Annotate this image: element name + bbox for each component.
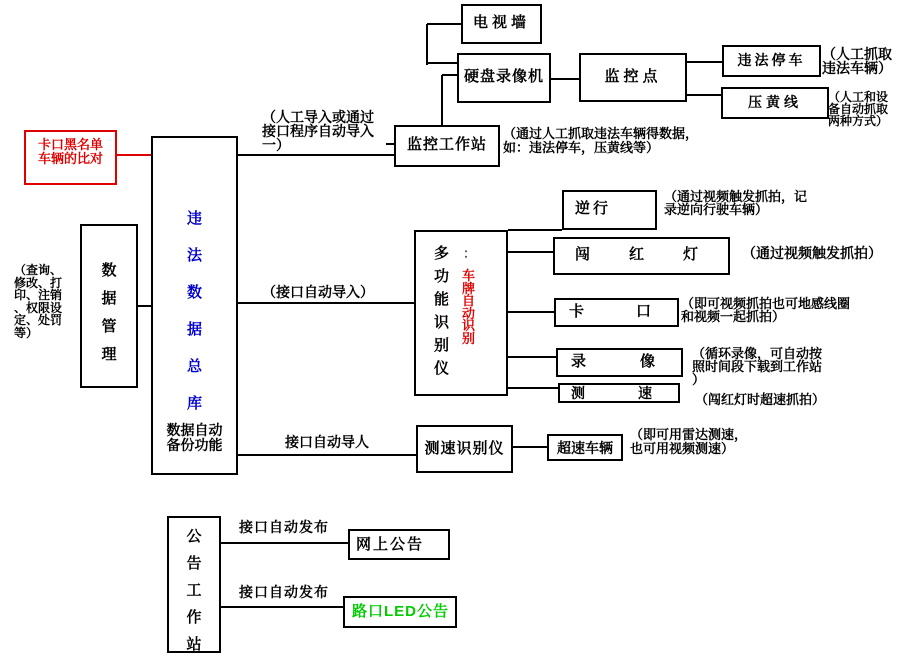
record-note-line-2: ） xyxy=(692,372,706,387)
speed-recognizer-label-line-0: 测速识别仪 xyxy=(424,440,505,457)
workstation-note-line-1: 如：违法停车，压黄线等） xyxy=(503,140,660,155)
colon-label-line-0: ： xyxy=(463,246,477,261)
reverse-note-line-0: （通过视频触发抓拍，记 xyxy=(664,189,808,204)
data-mgmt-note-line-3: 、权限设 xyxy=(14,300,63,315)
multi-recognizer-label-line-1: 功 xyxy=(434,268,450,285)
tv-wall-label xyxy=(461,14,542,31)
notice-workstation-label-line-0: 公 xyxy=(186,528,202,545)
yellow-line-label-line-0: 压黄线 xyxy=(748,94,802,110)
data-mgmt-note-line-2: 印、注销 xyxy=(14,288,63,302)
edge-db-to-recognizer xyxy=(238,302,414,304)
data-mgmt-note-line-1: 修改、打 xyxy=(14,275,63,290)
workstation-note xyxy=(503,127,698,155)
backup-label-line-1: 备份功能 xyxy=(166,437,223,453)
record-label-char-1: 像 xyxy=(639,353,655,370)
parking-note-line-0: （人工抓取 xyxy=(822,46,892,62)
plate-auto-label-line-2: 自 xyxy=(462,293,476,308)
dvr-label-line-0: 硬盘录像机 xyxy=(463,68,544,85)
monitor-workstation-label xyxy=(394,136,500,153)
web-notice-label-line-0: 网上公告 xyxy=(356,536,425,553)
edge-workstation-tick xyxy=(386,143,394,145)
radar-note xyxy=(630,428,747,456)
data-mgmt-note xyxy=(14,264,62,339)
reverse-note-line-1: 录逆向行驶车辆） xyxy=(664,202,769,217)
manual-import-note xyxy=(262,110,374,152)
edge-tvwall-bracket-top xyxy=(427,23,461,25)
notice-workstation-label-line-2: 工 xyxy=(186,582,202,599)
yellow-line-label xyxy=(721,94,829,110)
checkpoint-note-line-0: （即可视频抓拍也可地感线圈 xyxy=(681,296,851,311)
red-light-label-char-0: 闯 xyxy=(575,246,591,263)
auto-import-note-2 xyxy=(285,434,369,450)
plate-auto-label-line-1: 牌 xyxy=(462,280,476,296)
edge-speedrec-to-vehicle xyxy=(513,446,547,448)
notice-workstation-label-line-1: 告 xyxy=(186,555,202,572)
tv-wall-label-line-0: 电视墙 xyxy=(472,14,530,31)
checkpoint-label-char-0: 卡 xyxy=(569,303,585,320)
notice-workstation-label-line-4: 站 xyxy=(186,636,202,653)
speed-label xyxy=(558,385,680,401)
publish-note-2-line-0: 接口自动发布 xyxy=(239,584,329,600)
record-note-line-1: 照时间段下载到工作站 xyxy=(692,359,823,374)
checkpoint-note-line-1: 和视频一起抓拍） xyxy=(681,309,786,324)
edge-notice-to-web xyxy=(221,542,348,544)
backup-label-line-0: 数据自动 xyxy=(166,422,223,438)
edge-monitor-to-yellow xyxy=(687,94,721,96)
main-db-label-line-0: 违 xyxy=(186,210,202,227)
manual-import-note-line-1: 接口程序自动导入 xyxy=(262,123,374,139)
record-label-char-0: 录 xyxy=(571,353,587,370)
edge-notice-to-led xyxy=(221,606,343,608)
edge-tvwall-bracket-bottom xyxy=(427,62,457,64)
edge-db-to-speed-recognizer xyxy=(238,454,416,456)
web-notice-label xyxy=(356,536,424,553)
plate-auto-label-line-5: 别 xyxy=(462,330,476,346)
edge-dvr-stub xyxy=(442,74,457,76)
radar-note-line-0: （即可用雷达测速， xyxy=(630,427,748,442)
edge-dvr-to-monitor-point xyxy=(551,78,579,80)
edge-dvr-to-workstation xyxy=(441,75,443,127)
backup-label xyxy=(151,423,238,453)
checkpoint-note xyxy=(681,297,850,323)
edge-recognizer-to-checkpoint xyxy=(508,311,554,313)
plate-auto-label-line-3: 动 xyxy=(462,305,476,321)
main-db-label-line-3: 据 xyxy=(186,321,202,338)
reverse-note xyxy=(664,190,807,216)
edge-recognizer-to-record xyxy=(508,356,556,358)
record-note-line-0: （循环录像，可自动按 xyxy=(692,346,823,361)
speed-note-line-0: （闯红灯时超速抓拍） xyxy=(695,392,826,407)
data-mgmt-label-line-2: 管 xyxy=(101,318,117,335)
yellow-note xyxy=(828,91,888,127)
monitor-workstation-label-line-0: 监控工作站 xyxy=(406,136,487,153)
plate-auto-label-line-0: 车 xyxy=(462,268,476,283)
data-mgmt-label-line-0: 数 xyxy=(101,262,117,279)
multi-recognizer-box xyxy=(414,230,508,396)
workstation-note-line-0: （通过人工抓取违法车辆得数据， xyxy=(503,126,699,141)
edge-mgmt-to-db xyxy=(138,305,151,307)
checkpoint-label xyxy=(554,303,679,320)
multi-recognizer-label-line-4: 别 xyxy=(434,337,450,354)
led-notice-label-line-0: 路口LED公告 xyxy=(352,603,450,620)
main-db-label-line-4: 总 xyxy=(186,358,202,375)
data-mgmt-label-line-3: 理 xyxy=(101,346,117,363)
yellow-note-line-1: 备自动抓取 xyxy=(828,102,889,116)
multi-recognizer-label xyxy=(434,242,449,380)
main-db-label-line-2: 数 xyxy=(186,284,202,301)
auto-import-note-1 xyxy=(262,284,374,300)
reverse-label xyxy=(575,200,611,217)
checkpoint-label-char-1: 口 xyxy=(635,303,651,320)
edge-db-to-workstation xyxy=(238,154,394,156)
manual-import-note-line-2: 一） xyxy=(262,137,290,153)
blacklist-label xyxy=(24,138,117,166)
main-db-label-line-1: 法 xyxy=(186,247,202,264)
auto-import-note-1-line-0: （接口自动导入） xyxy=(262,284,374,300)
data-mgmt-note-line-4: 定、处罚 xyxy=(14,313,63,327)
publish-note-1-line-0: 接口自动发布 xyxy=(239,519,329,535)
data-mgmt-note-line-0: （查询、 xyxy=(14,263,63,277)
monitor-point-label-line-0: 监控点 xyxy=(604,68,662,85)
record-note xyxy=(692,347,822,386)
main-db-label-line-5: 库 xyxy=(186,395,202,412)
yellow-note-line-2: 两种方式） xyxy=(828,114,889,128)
notice-workstation-label xyxy=(167,523,221,658)
multi-recognizer-label-line-5: 仪 xyxy=(434,360,450,377)
parking-note-line-1: 违法车辆） xyxy=(822,60,892,76)
plate-auto-label-line-4: 识 xyxy=(462,318,476,333)
data-mgmt-note-line-5: 等） xyxy=(14,325,39,340)
speed-label-char-0: 测 xyxy=(571,385,585,401)
illegal-parking-label xyxy=(722,52,821,68)
plate-auto-label xyxy=(462,270,475,345)
publish-note-1 xyxy=(239,519,329,535)
illegal-parking-label-line-0: 违法停车 xyxy=(737,52,806,68)
speeding-vehicle-label xyxy=(547,440,623,456)
red-light-label-char-1: 红 xyxy=(628,246,644,263)
edge-monitor-to-parking xyxy=(687,61,722,63)
red-light-note xyxy=(742,245,882,261)
edge-recognizer-to-reverse xyxy=(508,229,562,231)
speed-label-char-1: 速 xyxy=(638,385,652,401)
notice-workstation-label-line-3: 作 xyxy=(186,609,202,626)
speeding-vehicle-label-line-0: 超速车辆 xyxy=(557,440,613,456)
radar-note-line-1: 也可用视频测速） xyxy=(630,441,735,456)
blacklist-label-line-0: 卡口黑名单 xyxy=(37,137,103,152)
parking-note xyxy=(822,47,892,75)
data-mgmt-label xyxy=(80,257,138,369)
multi-recognizer-label-line-3: 识 xyxy=(434,314,450,331)
reverse-label-line-0: 逆行 xyxy=(575,200,612,217)
speed-note xyxy=(695,392,825,407)
red-light-note-line-0: （通过视频触发抓拍） xyxy=(742,245,882,261)
multi-recognizer-label-line-2: 能 xyxy=(434,291,450,308)
blacklist-label-line-1: 车辆的比对 xyxy=(37,151,103,166)
speed-recognizer-label xyxy=(416,440,513,457)
multi-recognizer-label-line-0: 多 xyxy=(434,245,450,262)
main-db-label xyxy=(151,200,238,422)
edge-recognizer-to-redlight xyxy=(508,251,553,253)
auto-import-note-2-line-0: 接口自动导人 xyxy=(285,434,369,450)
edge-recognizer-to-speed xyxy=(508,387,558,389)
colon-label xyxy=(463,246,476,261)
led-notice-label xyxy=(352,603,449,620)
manual-import-note-line-0: （人工导入或通过 xyxy=(262,109,374,125)
dvr-label xyxy=(457,68,551,85)
publish-note-2 xyxy=(239,584,329,600)
edge-tvwall-bracket-side xyxy=(426,24,428,65)
edge-blacklist-to-db xyxy=(117,154,151,156)
record-label xyxy=(556,353,683,370)
red-light-label-char-2: 灯 xyxy=(682,246,698,263)
monitor-point-label xyxy=(579,68,687,85)
yellow-note-line-0: （人工和设 xyxy=(828,90,889,104)
red-light-label xyxy=(553,246,730,263)
data-mgmt-label-line-1: 据 xyxy=(101,290,117,307)
